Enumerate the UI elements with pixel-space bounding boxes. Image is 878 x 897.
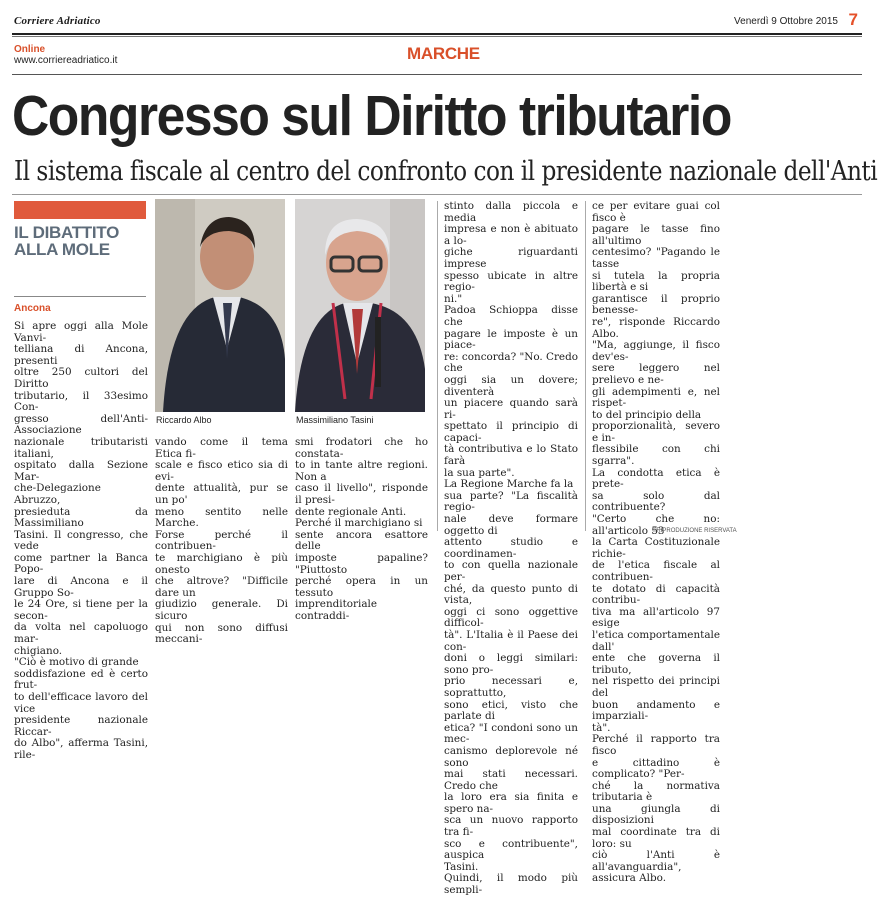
website-url[interactable]: www.corriereadriatico.it [14,55,118,66]
article-column-3: smi frodatori che ho constata- to in tante altre regioni. Non a caso il livello", risponde il presi- dente regionale Anti. Perché il marchigiano si sente ancora esattore delle imposte papaline? "Piuttosto perché opera in un tessuto imprenditoriale contraddi- [295,436,428,622]
column-divider [585,201,586,531]
photo-caption-tasini: Massimiliano Tasini [296,415,374,425]
dateline-location: Ancona [14,303,51,314]
column-divider [437,201,438,531]
section-rule [12,74,862,75]
article-headline: Congresso sul Diritto tributario [12,84,731,148]
article-column-5: ce per evitare guai col fisco è pagare le tasse fino all'ultimo centesimo? "Pagando le tasse si tutela la propria libertà e si garantisce il proprio benesse- re", risponde Riccardo Albo. "Ma, aggiunge, il fisco dev'es- sere leggero nel prelievo e ne- gli adempimenti e, nel rispet- to del principio della proporzionalità, severo e in- flessibile con chi sgarra". La condotta etica è prete- sa solo dal contribuente? "Certo che no: all'articolo 53 la Carta Costituzionale richie- de l'etica fiscale al contribuen- te dotato di capacità contribu- tiva ma all'articolo 97 esige l'etica comportamentale dall' ente che governa il tributo, nel rispetto dei principi del buon andamento e imparziali- tà". Perché il rapporto tra fisco e cittadino è complicato? "Per- ché la normativa tributaria è una giungla di disposizioni mal coordinate tra di loro: su ciò l'Anti è all'avanguardia", assicura Albo. [592,200,720,885]
kicker-rule [14,296,146,297]
online-label: Online [14,44,46,55]
copyright-notice: ©RIPRODUZIONE RISERVATA [652,528,737,534]
masthead: Corriere Adriatico [14,15,101,27]
article-column-2: vando come il tema Etica fi- scale e fisco etico sia di evi- dente attualità, pur se un po' meno sentito nelle Marche. Forse perché il contribuen- te marchigiano è più onesto che altrove? "Difficile dare un giudizio generale. Di sicuro qui non sono diffusi meccani- [155,436,288,646]
header-rule [12,33,862,35]
article-subheadline: Il sistema fiscale al centro del confronto con il presidente nazionale dell'Anti [14,156,878,187]
header-rule-thin [12,36,862,37]
photo-riccardo-albo [155,199,285,412]
article-kicker: IL DIBATTITO ALLA MOLE [14,223,120,259]
page-number: 7 [848,10,858,29]
portrait-massimiliano-tasini [295,199,425,412]
article-column-1: Si apre oggi alla Mole Vanvi- telliana di Ancona, presenti oltre 250 cultori del Diritto tributario, il 33esimo Con- gresso dell'Anti-Associazione nazionale tributaristi italiani, ospitato dalla Sezione Mar- che-Delegazione Abruzzo, presieduta da Massimiliano Tasini. Il congresso, che vede come partner la Banca Popo- lare di Ancona e il Gruppo So- le 24 Ore, si tiene per la secon- da volta nel capoluogo mar- chigiano. "Ciò è motivo di grande soddisfazione ed è certo frut- to dell'efficace lavoro del vice presidente nazionale Riccar- do Albo", afferma Tasini, rile- [14,320,148,761]
article-column-4: stinto dalla piccola e media impresa e non è abituato a lo- giche riguardanti imprese spesso ubicate in altre regio- ni." Padoa Schioppa disse che pagare le imposte è un piace- re: concorda? "No. Credo che oggi sia un dovere; diventerà un piacere quando sarà ri- spettato il principio di capaci- tà contributiva e lo Stato farà la sua parte". La Regione Marche fa la sua parte? "La fiscalità regio- nale deve formare oggetto di attento studio e coordinamen- to con quella nazionale per- ché, da questo punto di vista, oggi ci sono oggettive difficol- tà". L'Italia è il Paese dei con- doni o leggi similari: sono pro- prio necessari e, soprattutto, sono etici, visto che parlate di etica? "I condoni sono un mec- canismo deplorevole né sono mai stati necessari. Credo che la loro era sia finita e spero na- sca un nuovo rapporto tra fi- sco e contribuente", auspica Tasini. Quindi, il modo più sempli- [444,200,578,897]
subhead-rule [12,194,862,195]
photo-caption-albo: Riccardo Albo [156,415,212,425]
issue-date: Venerdì 9 Ottobre 2015 [734,16,838,27]
portrait-riccardo-albo [155,199,285,412]
photo-massimiliano-tasini [295,199,425,412]
kicker-accent-bar [14,201,146,219]
section-label: MARCHE [407,44,480,63]
